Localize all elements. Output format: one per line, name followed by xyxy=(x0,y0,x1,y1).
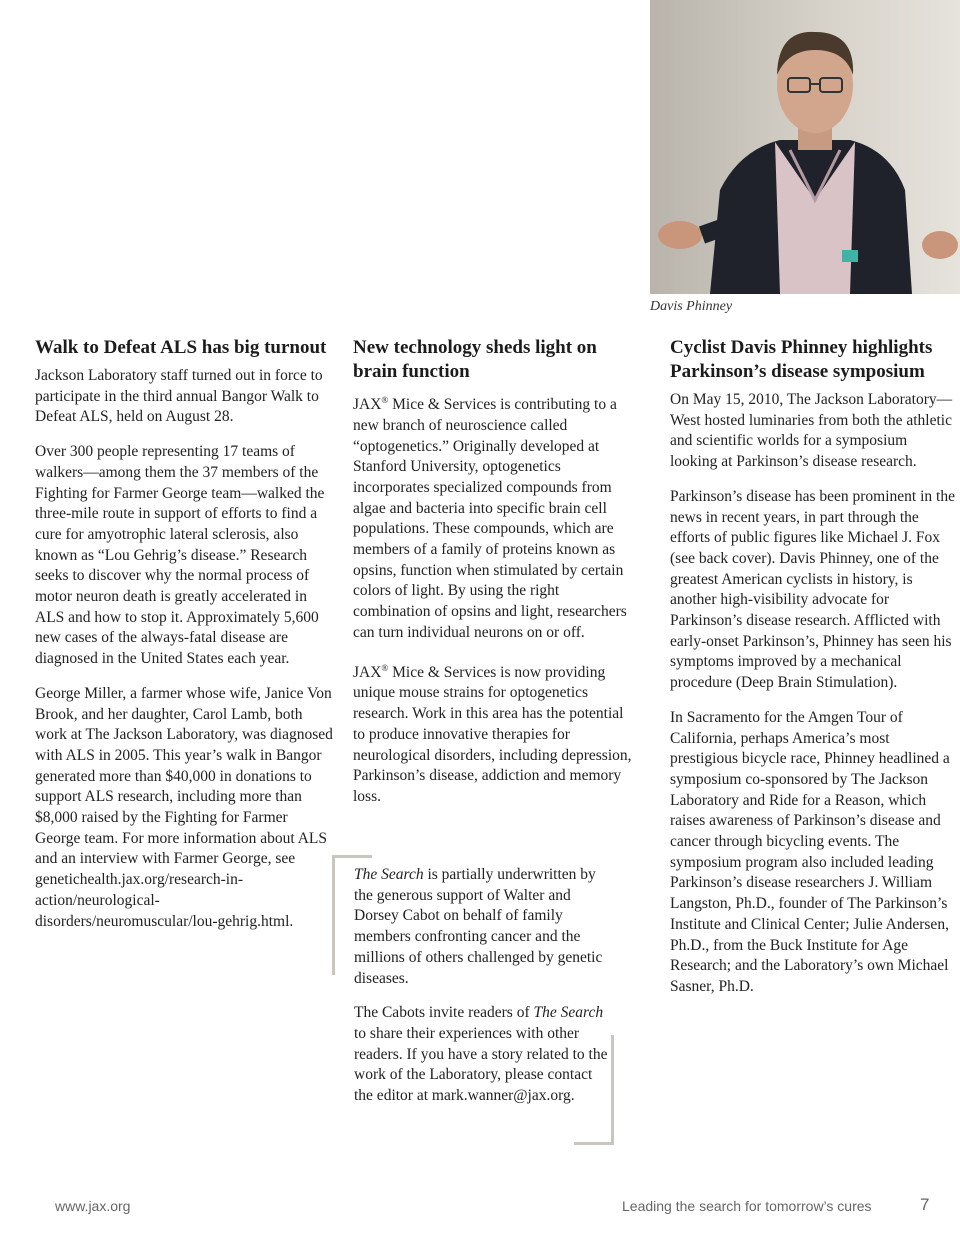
article-heading: Cyclist Davis Phinney highlights Parkinson’s disease symposium xyxy=(670,337,933,382)
publication-title: The Search xyxy=(533,1004,604,1022)
davis-phinney-photo xyxy=(650,0,960,294)
brand-jax: JAX xyxy=(353,396,382,414)
photo-caption: Davis Phinney xyxy=(650,299,733,314)
article-heading: New technology sheds light on brain function xyxy=(353,337,597,382)
registered-mark: ® xyxy=(381,395,389,405)
footer-url: www.jax.org xyxy=(55,1198,131,1214)
paragraph-text: to share their experiences with other readers. If you have a story related to the work of the Laboratory, please contact the editor at mark.wanner@jax.org. xyxy=(354,1024,608,1105)
footer-tagline: Leading the search for tomorrow’s cures xyxy=(622,1198,872,1214)
paragraph xyxy=(353,658,638,808)
article-heading: Walk to Defeat ALS has big turnout xyxy=(35,337,327,358)
box-corner-line xyxy=(611,1035,614,1145)
page-number: 7 xyxy=(920,1195,930,1214)
paragraph xyxy=(353,390,638,644)
box-corner-line xyxy=(332,855,372,858)
paragraph-text: is partially underwritten by the generous support of Walter and Dorsey Cabot on behalf of family members confronting cancer and the millions of others challenged by genetic diseases. xyxy=(354,866,603,987)
portrait-illustration xyxy=(650,0,960,294)
paragraph: Over 300 people representing 17 teams of walkers—among them the 37 members of the Fighting for Farmer George team—walked the three-mile route in support of efforts to find a cure for amyotrophic lateral sclerosis, also known as “Lou Gehrig’s disease.” Research seeks to discover why the normal process of motor neuron death is greatly accelerated in ALS and how to stop it. Approximately 5,600 new cases of the always-fatal disease are diagnosed in the United States each year. xyxy=(35,443,325,668)
paragraph: George Miller, a farmer whose wife, Janice Von Brook, and her daughter, Carol Lamb, both work at The Jackson Laboratory, was diagnosed with ALS in 2005. This year’s walk in Bangor generated more than $40,000 in donations to support ALS research, including more than $8,000 raised by the Fighting for Farmer George team. For more information about ALS and an interview with Farmer George, see genetichealth.jax.org/research-in-action/neurological-disorders/neuromuscular/lou-gehrig.html. xyxy=(35,684,333,930)
paragraph xyxy=(354,865,609,989)
article-davis-phinney xyxy=(670,336,955,1012)
paragraph-text: The Cabots invite readers of xyxy=(354,1004,534,1022)
publication-title: The Search xyxy=(354,866,424,883)
box-corner-line xyxy=(332,855,335,975)
article-optogenetics xyxy=(353,336,638,822)
paragraph: Parkinson’s disease has been prominent in the news in recent years, in part through the efforts of public figures like Michael J. Fox (see back cover). Davis Phinney, one of the greatest American cyclists in history, is another high-visibility advocate for Parkinson’s disease research. Afflicted with early-onset Parkinson’s, Phinney has seen his symptoms improved by a mechanical procedure (Deep Brain Stimulation). xyxy=(670,487,955,692)
registered-mark: ® xyxy=(381,662,389,673)
underwriting-box xyxy=(332,855,614,1145)
article-walk-als xyxy=(35,336,335,946)
brand-jax: JAX xyxy=(353,663,382,681)
paragraph xyxy=(354,1003,609,1107)
paragraph-text: Mice & Services is now providing unique mouse strains for optogenetics research. Work in this area has the potential to produce innovative therapies for neurological disorders, including depression, Parkinson’s disease, addiction and memory loss. xyxy=(353,663,632,805)
box-content xyxy=(354,865,609,1121)
paragraph: In Sacramento for the Amgen Tour of California, perhaps America’s most prestigious bicycle race, Phinney headlined a symposium co-sponsored by The Jackson Laboratory and Ride for a Reason, which raises awareness of Parkinson’s disease and cancer through bicycling events. The symposium program also included leading Parkinson’s disease researchers J. William Langston, Ph.D., founder of The Parkinson’s Institute and Clinical Center; Julie Andersen, Ph.D., from the Buck Institute for Age Research; and the Laboratory’s own Michael Sasner, Ph.D. xyxy=(670,708,950,995)
box-corner-line xyxy=(574,1142,614,1145)
paragraph: On May 15, 2010, The Jackson Laboratory—West hosted luminaries from both the athletic and scientific worlds for a symposium looking at Parkinson’s disease research. xyxy=(670,391,953,471)
paragraph: Jackson Laboratory staff turned out in force to participate in the third annual Bangor Walk to Defeat ALS, held on August 28. xyxy=(35,367,323,426)
paragraph-text: Mice & Services is contributing to a new branch of neuroscience called “optogenetics.” Originally developed at Stanford University, optogenetics incorporates specialized compounds from algae and bacteria into specific brain cell populations. These compounds, which are members of a family of proteins known as opsins, function when stimulated by certain colors of light. By using the right combination of opsins and light, researchers can turn individual neurons on or off. xyxy=(353,396,627,641)
